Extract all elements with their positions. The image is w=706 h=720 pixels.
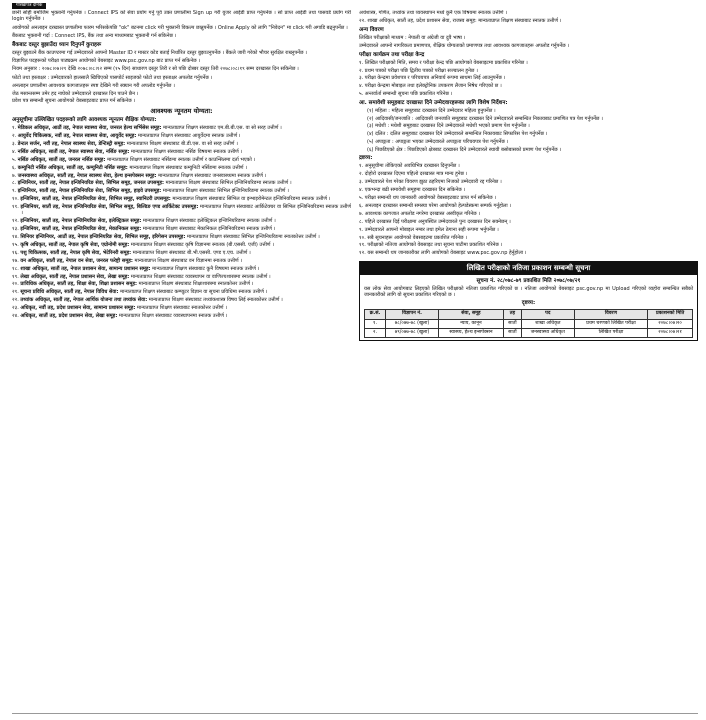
- exam-paragraph: लिखित परीक्षाको माध्यम : नेपाली वा अंग्रेजी वा दुवै भाषा ।: [359, 34, 466, 41]
- qualification-detail: मान्यताप्राप्त शिक्षण संस्थाबाट कुनै विषयमा स्नातक उत्तीर्ण ।: [152, 265, 260, 272]
- bank-text: [12, 50, 351, 73]
- inclusive-item: (४) दलित : दलित समूहबाट दरखास्त दिने उम्मेदवारले सम्बन्धित निकायबाट सिफारिस पेश गर्नुपर्नेछ ।: [367, 131, 548, 138]
- note-item: १२. यस सम्बन्धी थप जानकारीका लागि आयोगको वेबसाइट www.psc.gov.np हेर्नुहोला ।: [359, 250, 527, 257]
- result-table-body: [365, 319, 693, 337]
- note-item: १. अनुसूचीमा तोकिएको अवधिभित्र दरखास्त दिनुपर्नेछ ।: [359, 163, 460, 170]
- qualification-item: [12, 125, 351, 131]
- qualification-number: ५.: [12, 156, 17, 163]
- schedule-list: [359, 60, 698, 98]
- qualification-number: १३.: [12, 226, 19, 233]
- intro-paragraph: छानी सोही बमोजिम भुक्तानी गर्नुपर्नेछ । Connect IPS को सेवा प्रयोग गर्नु पूर्व उक्त प्रणालीमा Sign up गरी युजर आईडी प्राप्त गर्नुपर्नेछ । सो प्राप्त आईडी तथा पासवर्ड प्रयोग गरी login गर्नुपर्नेछ ।: [12, 10, 351, 23]
- note-item: २. दोहोरो दरखास्त दिएमा पहिलो दरखास्त मात्र मान्य हुनेछ ।: [359, 171, 468, 178]
- qualification-detail: मान्यताप्राप्त शिक्षण संस्थाबाट बी.भी.एससी. एण्ड ए.एच. उत्तीर्ण ।: [132, 249, 251, 256]
- qualification-detail: मान्यताप्राप्त शिक्षण संस्थाबाट एम.बी.बी.एस. वा सो सरह उत्तीर्ण ।: [163, 125, 282, 132]
- table-cell: लिखित परीक्षा: [574, 328, 648, 337]
- qualification-number: २१.: [12, 289, 19, 296]
- schedule-item: ५. अन्तर्वार्ता सम्बन्धी सूचना पछि प्रकाशित गरिनेछ ।: [359, 91, 453, 98]
- qualification-item: [12, 226, 351, 232]
- schedule-item: ३. परीक्षा केन्द्रमा प्रवेशपत्र र परिचयपत्र अनिवार्य रूपमा साथमा लिई आउनुपर्नेछ ।: [359, 75, 506, 82]
- qualification-number: १६.: [12, 249, 19, 256]
- qualification-number: १८.: [12, 265, 19, 272]
- qualification-post: वन अधिकृत, सातौं तह, नेपाल वन सेवा, जनरल फरेष्ट्री समूह:: [20, 257, 133, 264]
- qualification-detail: मान्यताप्राप्त शिक्षण संस्थाबाट नर्सिङ विषयमा स्नातक उत्तीर्ण ।: [130, 148, 243, 155]
- qualification-item: [12, 196, 351, 202]
- qualification-item: [12, 305, 351, 311]
- qualification-detail: मान्यताप्राप्त शिक्षण संस्थाबाट कम्प्युटर विज्ञान वा सूचना प्रविधिमा स्नातक उत्तीर्ण ।: [120, 289, 268, 296]
- qualification-item: [12, 250, 351, 256]
- qualification-number: २४.: [12, 313, 19, 320]
- exam-text: [359, 35, 698, 50]
- intro-paragraph: अर्थशास्त्र, गणित, तथ्यांक तथा व्यवस्थापन मध्ये कुनै एक विषयमा स्नातक उत्तीर्ण ।: [359, 10, 507, 16]
- qualification-number: ३.: [12, 140, 17, 147]
- qualification-post: आयुर्वेद चिकित्सक, नवौं तह, नेपाल स्वास्थ्य सेवा, आयुर्वेद समूह:: [17, 133, 137, 140]
- page-bottom-rule: [12, 713, 698, 717]
- result-notice-title: लिखित परीक्षाको नतिजा प्रकाशन सम्बन्धी सूचना: [360, 262, 697, 275]
- qualification-item: [12, 157, 351, 163]
- qualification-detail: मान्यताप्राप्त शिक्षण संस्थाबाट वन विज्ञानमा स्नातक उत्तीर्ण ।: [134, 257, 243, 264]
- qualification-number: ७.: [12, 172, 17, 179]
- qualification-post: प्राविधिक अधिकृत, सातौं तह, शिक्षा सेवा, शिक्षा प्रशासन समूह:: [20, 281, 137, 288]
- inclusive-item: (३) मधेशी : मधेशी समूहबाट दरखास्त दिने उम्मेदवारले मधेशी भएको प्रमाण पेश गर्नुपर्नेछ ।: [367, 123, 530, 130]
- qualification-number: ८.: [12, 180, 17, 187]
- qualification-detail: मान्यताप्राप्त शिक्षण संस्थाबाट तथ्यांकशास्त्र विषय लिई स्नातकोत्तर उत्तीर्ण ।: [148, 297, 283, 304]
- qualification-detail: मान्यताप्राप्त शिक्षण संस्थाबाट जनस्वास्थ्यमा स्नातक उत्तीर्ण ।: [158, 172, 267, 179]
- qualification-item: [12, 133, 351, 139]
- result-notice-subtitle: सूचना नं. २८/०७८-७९ प्रकाशित मिति २०७८/०७/२१: [476, 277, 581, 284]
- intro-paragraph: बैंकबाट भुक्तानी गर्दा : Connect IPS, बैंक तथा अन्य माध्यमबाट भुक्तानी गर्न सकिनेछ ।: [12, 33, 177, 40]
- qualification-detail: मान्यताप्राप्त शिक्षण संस्थाबाट शिक्षाशास्त्रमा स्नातकोत्तर उत्तीर्ण ।: [138, 281, 254, 288]
- qualification-item: [12, 141, 351, 147]
- qualification-detail: मान्यताप्राप्त शिक्षण संस्थाबाट इलेक्ट्रिकल इन्जिनियरिङमा स्नातक उत्तीर्ण ।: [143, 218, 276, 225]
- qualification-detail: मान्यताप्राप्त शिक्षण संस्थाबाट व्यवस्थापन वा वाणिज्यशास्त्रमा स्नातक उत्तीर्ण ।: [130, 273, 271, 280]
- qualification-detail: मान्यताप्राप्त शिक्षण संस्थाबाट सिभिल इन्जिनियरिङमा स्नातकोत्तर उत्तीर्ण ।: [186, 234, 320, 241]
- qualification-detail: मान्यताप्राप्त शिक्षण संस्थाबाट सिभिल इन्जिनियरिङमा स्नातक उत्तीर्ण ।: [162, 188, 289, 195]
- result-notice-body: [360, 275, 697, 340]
- qualification-item: [12, 149, 351, 155]
- table-cell: शाखा अधिकृत: [521, 319, 574, 328]
- qualification-item: [12, 297, 351, 303]
- table-cell: २०७८।०७।२०: [648, 319, 693, 328]
- qualification-number: १०.: [12, 196, 19, 203]
- note-item: १०. सबै सूचनाहरू आयोगको वेबसाइटमा प्रकाशित गरिनेछ ।: [359, 234, 467, 241]
- qualification-number: ४.: [12, 148, 17, 155]
- result-notice-box: [359, 261, 698, 341]
- qualification-number: १५.: [12, 242, 19, 249]
- qualification-number: १.: [12, 125, 17, 132]
- schedule-item: ४. परीक्षा केन्द्रमा मोबाइल तथा इलेक्ट्रोनिक उपकरण लैजान निषेध गरिएको छ ।: [359, 83, 502, 90]
- result-table-header-cell: प्रकाशनको मिति: [648, 310, 693, 319]
- qualification-number: १२.: [12, 218, 19, 225]
- left-intro: [12, 10, 351, 40]
- note-item: अनलाइन प्रणालीमा आवश्यक कागजातहरू स्पष्ट देखिने गरी स्क्यान गरी अपलोड गर्नुपर्नेछ ।: [12, 82, 175, 89]
- qualification-post: तथ्यांक अधिकृत, सातौं तह, नेपाल आर्थिक योजना तथा तथ्यांक सेवा:: [20, 297, 148, 304]
- table-cell: जनस्वास्थ्य अधिकृत: [521, 328, 574, 337]
- bank-paragraph: विज्ञापित पदहरूको परीक्षा पाठ्यक्रम आयोगको वेबसाइट www.psc.gov.np बाट प्राप्त गर्न सकिनेछ ।: [12, 57, 201, 64]
- note-item: ४. एकभन्दा बढी समावेशी समूहमा दरखास्त दिन सकिनेछ ।: [359, 187, 466, 194]
- table-cell: ७८/०७७-७८ (खुला): [385, 319, 438, 328]
- qualification-number: १९.: [12, 273, 19, 280]
- inclusive-item: (६) पिछडिएको क्षेत्र : पिछडिएको क्षेत्रबाट दरखास्त दिने उम्मेदवारले स्थायी बसोबासको प्रमाण पेश गर्नुपर्नेछ ।: [367, 147, 562, 154]
- qualification-post: इन्जिनियर, सातौं तह, नेपाल इन्जिनियरिङ सेवा, इलेक्ट्रिकल समूह:: [20, 218, 142, 225]
- qualification-detail: मान्यताप्राप्त शिक्षण संस्थाबाट व्यवस्थापनमा स्नातक उत्तीर्ण ।: [118, 313, 228, 320]
- table-cell: प्रथम चरणको लिखित परीक्षा: [574, 319, 648, 328]
- qualification-item: [12, 188, 351, 194]
- qualification-post: नर्सिङ अधिकृत, सातौं तह, नेपाल स्वास्थ्य सेवा, नर्सिङ समूह:: [17, 148, 130, 155]
- table-cell: ७९/०७७-७८ (खुला): [385, 328, 438, 337]
- qualification-item: [12, 173, 351, 179]
- header-tag: गोरखापत्र दैनिक: [12, 3, 46, 9]
- qualification-number: ११.: [12, 204, 19, 211]
- table-cell: सातौं: [503, 319, 521, 328]
- schedule-title: परीक्षा कार्यक्रम तथा परीक्षा केन्द्र: [359, 51, 425, 58]
- inclusive-title: आ. समावेशी समूहबाट दरखास्त दिने उम्मेदवारहरूका लागि विशेष निर्देशन:: [359, 99, 508, 106]
- qualification-list: [12, 125, 351, 319]
- qualification-item: [12, 266, 351, 272]
- result-table: [364, 309, 693, 337]
- qualification-post: कम्युनिटी नर्सिङ अधिकृत, सातौं तह, कम्युनिटी नर्सिङ समूह:: [17, 164, 128, 171]
- qualification-detail: मान्यताप्राप्त शिक्षण संस्थाबाट मेकानिकल इन्जिनियरिङमा स्नातक उत्तीर्ण ।: [142, 226, 276, 233]
- qualification-item: [12, 281, 351, 287]
- exam-title: अन्य विवरण: [359, 26, 384, 33]
- qualification-item: [12, 289, 351, 295]
- qualification-number: ६.: [12, 164, 17, 171]
- intro-paragraph: आयोगको अनलाइन दरखास्त प्रणालीमा फारम भरिसकेपछि "ok" बटनमा click गरी भुक्तानी विकल्प छान्नुपर्नेछ । Online Apply को लागि "निवेदन" मा click गरी अगाडि बढ्नुपर्नेछ ।: [12, 24, 348, 31]
- page-header: [12, 3, 698, 9]
- columns: [12, 10, 698, 720]
- qualification-post: इन्जिनियर, सातौं तह, नेपाल इन्जिनियरिङ सेवा, सिभिल समूह, जनरल उपसमूह:: [17, 180, 164, 187]
- qualification-item: [12, 204, 351, 217]
- result-table-header-cell: विज्ञापन नं.: [385, 310, 438, 319]
- result-table-header: [365, 310, 693, 319]
- qualification-number: १४.: [12, 234, 19, 241]
- left-column: [12, 10, 351, 720]
- table-cell: स्वास्थ्य, हेल्थ इन्सपेक्सन: [439, 328, 504, 337]
- qualification-post: शाखा अधिकृत, सातौं तह, नेपाल प्रशासन सेवा, सामान्य प्रशासन समूह:: [20, 265, 151, 272]
- inclusive-item: (५) अपाङ्गता : अपाङ्गता भएका उम्मेदवारले अपाङ्गता परिचयपत्र पेश गर्नुपर्नेछ ।: [367, 139, 509, 146]
- result-notice-text: यस लोक सेवा आयोगबाट लिइएको लिखित परीक्षाको नतिजा प्रकाशित गरिएको छ । नतिजा आयोगको वेबसाइट psc.gov.np मा Upload गरिएको व्यहोरा सम्बन्धित सबैको जानकारीको लागि यो सूचना प्रकाशित गरिएको छ ।: [364, 285, 693, 299]
- result-table-header-cell: क्र.सं.: [365, 310, 386, 319]
- qualification-title: आवश्यक न्यूनतम योग्यता:: [150, 106, 213, 115]
- schedule-item: २. प्रथम पत्रको परीक्षा पछि द्वितीय पत्रको परीक्षा सञ्चालन हुनेछ ।: [359, 67, 478, 74]
- qualification-detail: मान्यताप्राप्त शिक्षण संस्थाबाट सिभिल वा इन्भाइरोमेन्टल इन्जिनियरिङमा स्नातक उत्तीर्ण ।: [172, 196, 331, 203]
- qualification-detail: मान्यताप्राप्त शिक्षण संस्थाबाट आयुर्वेदमा स्नातक उत्तीर्ण ।: [138, 133, 241, 140]
- qualification-item: [12, 234, 351, 240]
- qualification-detail: मान्यताप्राप्त शिक्षण संस्थाबाट नर्सिङमा स्नातक उत्तीर्ण र काउन्सिलमा दर्ता भएको ।: [107, 156, 256, 163]
- qualification-post: जनस्वास्थ्य अधिकृत, सातौं तह, नेपाल स्वास्थ्य सेवा, हेल्थ इन्सपेक्सन समूह:: [17, 172, 157, 179]
- table-cell: २०७८।०७।२१: [648, 328, 693, 337]
- qualification-number: १७.: [12, 257, 19, 264]
- exam-paragraph: उम्मेदवारले आफ्नो नागरिकता प्रमाणपत्र, शैक्षिक योग्यताको प्रमाणपत्र तथा आवश्यक कागजातहरू अपलोड गर्नुपर्नेछ ।: [359, 43, 570, 50]
- qualification-item: [12, 180, 351, 186]
- note-item: फोटो तथा हस्ताक्षर : उम्मेदवारको हालसालै खिचिएको पासपोर्ट साइजको फोटो तथा हस्ताक्षर अपलोड गर्नुपर्नेछ ।: [12, 74, 213, 81]
- qualification-number: २२.: [12, 297, 19, 304]
- qualification-detail: मान्यताप्राप्त शिक्षण संस्थाबाट कृषि विज्ञानमा स्नातक (बी.एससी. एजी) उत्तीर्ण ।: [130, 242, 274, 249]
- bank-paragraph: दस्तुर बुझाउने बैंक काउण्टरमा गई उम्मेदवारले आफ्नो Master ID र मास्टर कोड बताई निर्धारित दस्तुर बुझाउनुपर्नेछ । बैंकले जारी गरेको भौचर सुरक्षित राख्नुपर्नेछ ।: [12, 49, 307, 56]
- qualification-post: लेखा अधिकृत, सातौं तह, नेपाल प्रशासन सेवा, लेखा समूह:: [20, 273, 130, 280]
- bank-title: बैंकबाट दस्तुर बुझाउँदा ध्यान दिनुपर्ने कुराहरू: [12, 41, 102, 48]
- qualification-number: २३.: [12, 305, 19, 312]
- note-item: ५. परीक्षा सम्बन्धी थप जानकारी आयोगको वेबसाइटबाट प्राप्त गर्न सकिनेछ ।: [359, 195, 497, 202]
- schedule-item: १. लिखित परीक्षाको मिति, समय र परीक्षा केन्द्र पछि आयोगको वेबसाइटमा प्रकाशित गरिनेछ ।: [359, 59, 528, 66]
- table-cell: १.: [365, 319, 386, 328]
- result-table-header-cell: तह: [503, 310, 521, 319]
- note-item: ३. उम्मेदवारले पेश गरेका विवरण झुठा ठहरिएमा निजको उम्मेदवारी रद्द गरिनेछ ।: [359, 179, 502, 186]
- qualification-detail: मान्यताप्राप्त शिक्षण संस्थाबाट सिभिल इन्जिनियरिङमा स्नातक उत्तीर्ण ।: [165, 180, 292, 187]
- qualification-post: मेडिकल अधिकृत, आठौं तह, नेपाल स्वास्थ्य सेवा, जनरल हेल्थ सर्भिसेस समूह:: [17, 125, 162, 132]
- inclusive-item: (२) आदिवासी/जनजाति : आदिवासी जनजाति समूहबाट दरखास्त दिने उम्मेदवारले सम्बन्धित निकायबाट प्रमाणित पत्र पेश गर्नुपर्नेछ ।: [367, 115, 603, 122]
- qualification-post: डेन्टल सर्जन, नवौं तह, नेपाल स्वास्थ्य सेवा, डेन्टिस्ट्री समूह:: [17, 140, 126, 147]
- inclusive-item: (१) महिला : महिला समूहबाट दरखास्त दिने उम्मेदवार महिला हुनुपर्नेछ ।: [367, 107, 496, 114]
- table-row: [365, 328, 693, 337]
- qualification-post: इन्जिनियर, सातौं तह, नेपाल इन्जिनियरिङ सेवा, सिभिल समूह, स्यानिटरी उपसमूह:: [20, 196, 171, 203]
- qualification-item: [12, 258, 351, 264]
- result-table-title: दृष्टव्य:: [521, 300, 536, 307]
- intro-paragraph: २२. शाखा अधिकृत, सातौं तह, प्रदेश प्रशासन सेवा, राजस्व समूह: मान्यताप्राप्त शिक्षण संस्थाबाट स्नातक उत्तीर्ण ।: [359, 18, 562, 25]
- note-item: प्रवेश पत्र सम्बन्धी सूचना आयोगको वेबसाइटबाट प्राप्त गर्न सकिनेछ ।: [12, 98, 136, 105]
- result-table-header-cell: विवरण: [574, 310, 648, 319]
- qualification-post: कृषि अधिकृत, सातौं तह, नेपाल कृषि सेवा, एग्रोनोमी समूह:: [20, 242, 130, 249]
- bank-paragraph: नियम अनुसार : २०७८।०७।२१ देखि २०७८।०८।१२ सम्म (१५ दिन) साधारण दस्तुर तिरी र सो पछि दोब्बर दस्तुर तिरी २०७८।०८।१९ सम्म दरखास्त दिन सकिनेछ ।: [12, 66, 299, 73]
- qualification-item: [12, 218, 351, 224]
- qualification-item: [12, 165, 351, 171]
- notes-list: [12, 75, 351, 105]
- note-item: ६. अनलाइन दरखास्त सम्बन्धी समस्या परेमा आयोगको हेल्पडेस्कमा सम्पर्क गर्नुहोला ।: [359, 202, 512, 209]
- table-cell: न्याय, कानून: [439, 319, 504, 328]
- qualification-post: पशु चिकित्सक, सातौं तह, नेपाल कृषि सेवा, भेटेरिनरी समूह:: [20, 249, 132, 256]
- qualification-post: इन्जिनियर, सातौं तह, नेपाल इन्जिनियरिङ सेवा, सिभिल समूह, बिल्डिङ एण्ड आर्किटेक्ट उपसमूह:: [20, 204, 199, 211]
- qualification-number: ९.: [12, 188, 17, 195]
- qualification-post: सूचना प्रविधि अधिकृत, सातौं तह, नेपाल विविध सेवा:: [20, 289, 119, 296]
- note-item: ८. पहिले दरखास्त दिई परीक्षामा अनुपस्थित उम्मेदवारले पुनः दरखास्त दिन सक्नेछन् ।: [359, 218, 511, 225]
- result-table-header-cell: सेवा, समूह: [439, 310, 504, 319]
- note-item: ९. उम्मेदवारले आफ्नो मोबाइल नम्बर तथा इमेल ठेगाना सही रूपमा भर्नुपर्नेछ ।: [359, 226, 499, 233]
- note-item: ११. परीक्षाको नतिजा आयोगको वेबसाइट तथा सूचना पाटीमा प्रकाशित गरिनेछ ।: [359, 242, 503, 249]
- qualification-post: अधिकृत, सातौं तह, प्रदेश प्रशासन सेवा, लेखा समूह:: [20, 313, 118, 320]
- qualification-subtitle: अनुसूचीमा उल्लिखित पदहरूको लागि आवश्यक न्यूनतम शैक्षिक योग्यता:: [12, 117, 157, 124]
- qualification-item: [12, 242, 351, 248]
- qualification-detail: मान्यताप्राप्त शिक्षण संस्थाबाट स्नातकोत्तर उत्तीर्ण ।: [136, 305, 227, 312]
- right-column: [359, 10, 698, 720]
- extra-title: द्रष्टव्य:: [359, 155, 373, 162]
- qualification-number: २.: [12, 133, 17, 140]
- result-table-header-cell: पद: [521, 310, 574, 319]
- qualification-detail: मान्यताप्राप्त शिक्षण संस्थाबाट आर्किटेक्चर वा सिभिल इन्जिनियरिङमा स्नातक उत्तीर्ण ।: [21, 204, 351, 217]
- qualification-post: इन्जिनियर, सातौं तह, नेपाल इन्जिनियरिङ सेवा, मेकानिकल समूह:: [20, 226, 142, 233]
- table-cell: सातौं: [503, 328, 521, 337]
- qualification-detail: मान्यताप्राप्त शिक्षण संस्थाबाट बी.डी.एस. वा सो सरह उत्तीर्ण ।: [126, 140, 238, 147]
- qualification-post: सिनियर इन्जिनियर, आठौं तह, नेपाल इन्जिनियरिङ सेवा, सिभिल समूह, इरिगेसन उपसमूह:: [20, 234, 186, 241]
- qualification-post: इन्जिनियर, सातौं तह, नेपाल इन्जिनियरिङ सेवा, सिभिल समूह, हाइवे उपसमूह:: [17, 188, 162, 195]
- qualification-item: [12, 313, 351, 319]
- inclusive-list: [359, 108, 698, 154]
- qualification-number: २०.: [12, 281, 19, 288]
- note-item: ७. आवश्यक कागजात अपलोड नगरेमा दरखास्त अस्वीकृत गरिनेछ ।: [359, 210, 481, 217]
- table-row: [365, 319, 693, 328]
- qualification-item: [12, 274, 351, 280]
- right-intro: [359, 10, 698, 25]
- note-item: जेठ मसान्तसम्म उमेर हद नाघेको उम्मेदवारले दरखास्त दिन पाउने छैन ।: [12, 90, 139, 97]
- qualification-post: अधिकृत, नवौं तह, प्रदेश प्रशासन सेवा, सामान्य प्रशासन समूह:: [20, 305, 136, 312]
- qualification-post: नर्सिङ अधिकृत, सातौं तह, जनरल नर्सिङ समूह:: [17, 156, 106, 163]
- qualification-detail: मान्यताप्राप्त शिक्षण संस्थाबाट कम्युनिटी नर्सिङमा स्नातक उत्तीर्ण ।: [129, 164, 247, 171]
- extra-list: [359, 163, 698, 256]
- table-cell: २.: [365, 328, 386, 337]
